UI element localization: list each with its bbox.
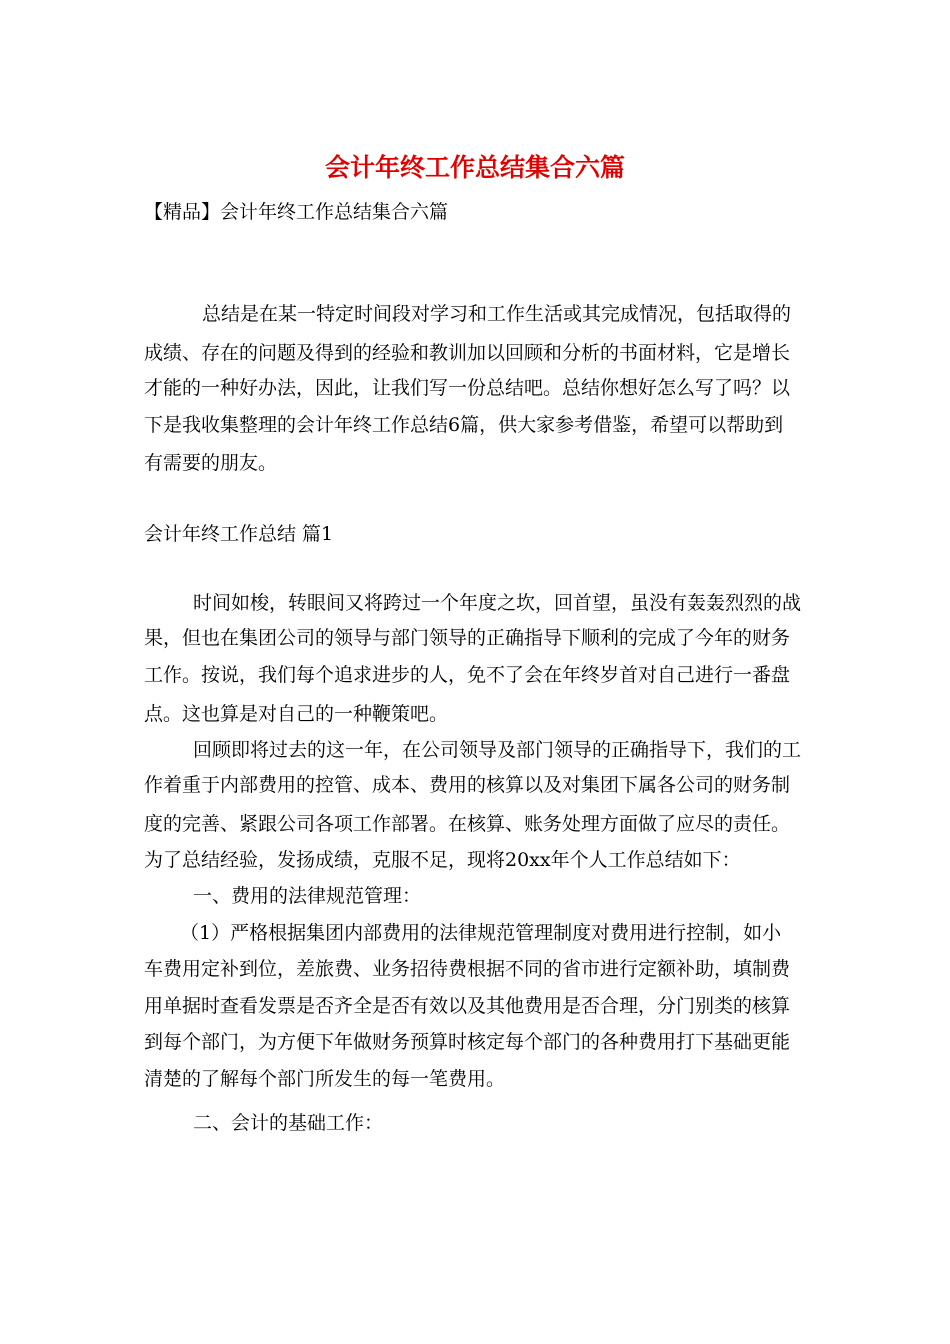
body-line: 果，但也在集团公司的领导与部门领导的正确指导下顺利的完成了今年的财务: [144, 627, 791, 649]
body-line: 度的完善、紧跟公司各项工作部署。在核算、账务处理方面做了应尽的责任。: [144, 813, 791, 835]
body-line: 回顾即将过去的这一年，在公司领导及部门领导的正确指导下，我们的工: [193, 739, 802, 761]
body-line: 为了总结经验，发扬成绩，克服不足，现将20xx年个人工作总结如下：: [144, 849, 741, 871]
intro-line: 才能的一种好办法，因此，让我们写一份总结吧。总结你想好怎么写了吗？以: [144, 377, 791, 399]
intro-line: 总结是在某一特定时间段对学习和工作生活或其完成情况，包括取得的: [202, 303, 792, 325]
body-line: 清楚的了解每个部门所发生的每一笔费用。: [144, 1068, 506, 1090]
body-line: 用单据时查看发票是否齐全是否有效以及其他费用是否合理，分门别类的核算: [144, 995, 791, 1017]
body-line: （1）严格根据集团内部费用的法律规范管理制度对费用进行控制，如小: [180, 922, 782, 944]
document-subtitle: 【精品】会计年终工作总结集合六篇: [144, 201, 449, 223]
list-heading: 二、会计的基础工作：: [193, 1112, 384, 1134]
intro-line: 有需要的朋友。: [144, 452, 278, 474]
section-heading: 会计年终工作总结 篇1: [144, 523, 334, 545]
body-line: 点。这也算是对自己的一种鞭策吧。: [144, 703, 449, 725]
body-line: 作着重于内部费用的控管、成本、费用的核算以及对集团下属各公司的财务制: [144, 774, 791, 796]
intro-line: 下是我收集整理的会计年终工作总结6篇，供大家参考借鉴，希望可以帮助到: [144, 414, 784, 436]
list-heading: 一、费用的法律规范管理：: [193, 885, 422, 907]
body-line: 车费用定补到位，差旅费、业务招待费根据不同的省市进行定额补助，填制费: [144, 958, 791, 980]
document-title: 会计年终工作总结集合六篇: [324, 153, 625, 182]
body-line: 到每个部门，为方便下年做财务预算时核定每个部门的各种费用打下基础更能: [144, 1031, 791, 1053]
body-line: 时间如梭，转眼间又将跨过一个年度之坎，回首望，虽没有轰轰烈烈的战: [193, 592, 802, 614]
intro-line: 成绩、存在的问题及得到的经验和教训加以回顾和分析的书面材料，它是增长: [144, 342, 791, 364]
body-line: 工作。按说，我们每个追求进步的人，免不了会在年终岁首对自己进行一番盘: [144, 664, 791, 686]
